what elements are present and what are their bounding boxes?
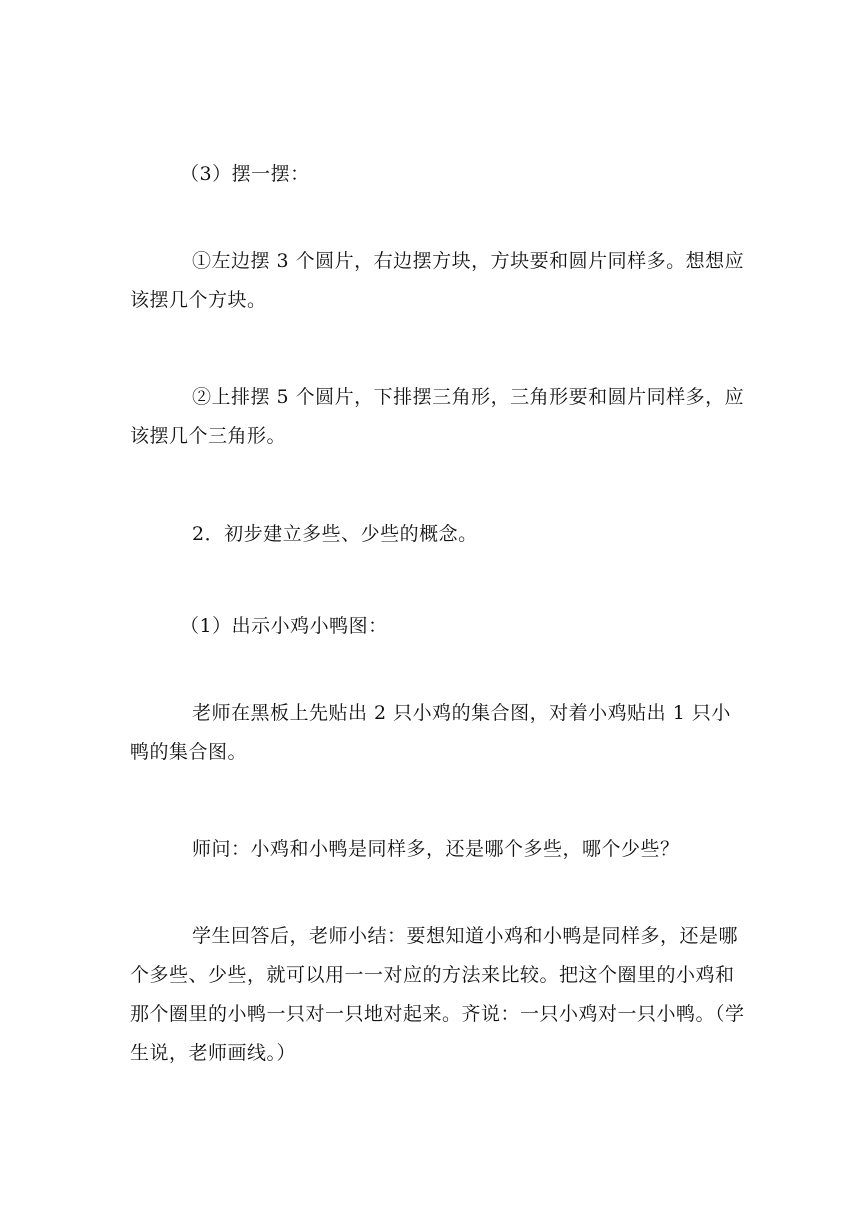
paragraph-step-1-heading: （1）出示小鸡小鸭图： [180, 615, 388, 637]
paragraph-teacher-board: 老师在黑板上先贴出 2 只小鸡的集合图，对着小鸡贴出 1 只小鸭的集合图。 [130, 702, 731, 763]
paragraph-circle-triangle: ②上排摆 5 个圆片，下排摆三角形，三角形要和圆片同样多，应该摆几个三角形。 [130, 386, 745, 447]
paragraph-teacher-summary: 学生回答后，老师小结：要想知道小鸡和小鸭是同样多，还是哪个多些、少些，就可以用一一对应的方法来比较。把这个圈里的小鸡和那个圈里的小鸭一只对一只地对起来。齐说：一只小鸡对一只小鸭。（学生说，老师画线。） [130, 925, 745, 1064]
paragraph-section-2-heading: 2．初步建立多些、少些的概念。 [192, 523, 478, 545]
paragraph-teacher-question: 师问：小鸡和小鸭是同样多，还是哪个多些，哪个少些？ [192, 838, 680, 860]
paragraph-circle-square: ①左边摆 3 个圆片，右边摆方块，方块要和圆片同样多。想想应该摆几个方块。 [130, 250, 745, 311]
paragraph-step-3-heading: （3）摆一摆： [180, 163, 310, 185]
